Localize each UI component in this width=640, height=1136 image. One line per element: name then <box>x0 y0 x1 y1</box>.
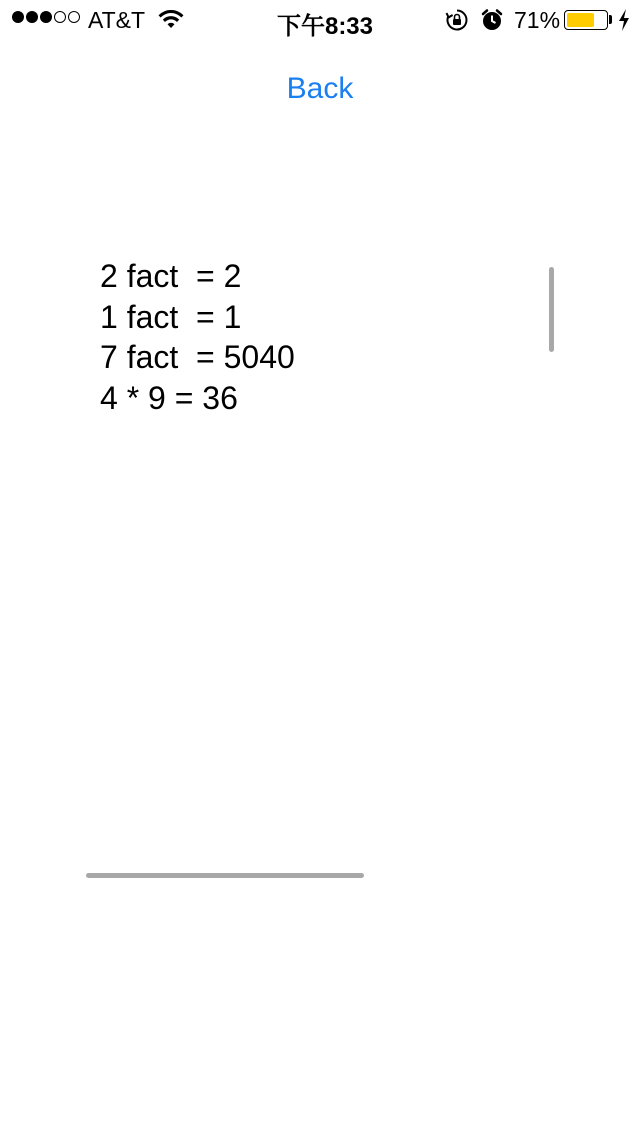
back-button[interactable] <box>0 72 640 106</box>
result-line: 4 * 9 = 36 <box>100 379 238 416</box>
battery-percent: 71% <box>514 7 561 33</box>
horizontal-scroll-indicator[interactable] <box>86 873 364 878</box>
carrier-label: AT&T <box>88 7 146 33</box>
battery-cap <box>609 15 612 24</box>
charging-icon <box>618 9 630 37</box>
results-text-view[interactable] <box>100 256 540 418</box>
alarm-icon <box>480 8 504 38</box>
back-button-label: Back <box>286 72 354 105</box>
battery-icon <box>564 10 608 30</box>
status-bar <box>0 0 640 40</box>
clock: 下午8:33 <box>276 13 374 40</box>
result-line: 2 fact = 2 <box>100 258 242 294</box>
battery-fill <box>567 13 594 27</box>
rotation-lock-icon <box>445 8 469 38</box>
result-line: 1 fact = 1 <box>100 298 242 335</box>
vertical-scroll-indicator[interactable] <box>549 267 554 352</box>
result-line: 7 fact = 5040 <box>100 339 295 375</box>
